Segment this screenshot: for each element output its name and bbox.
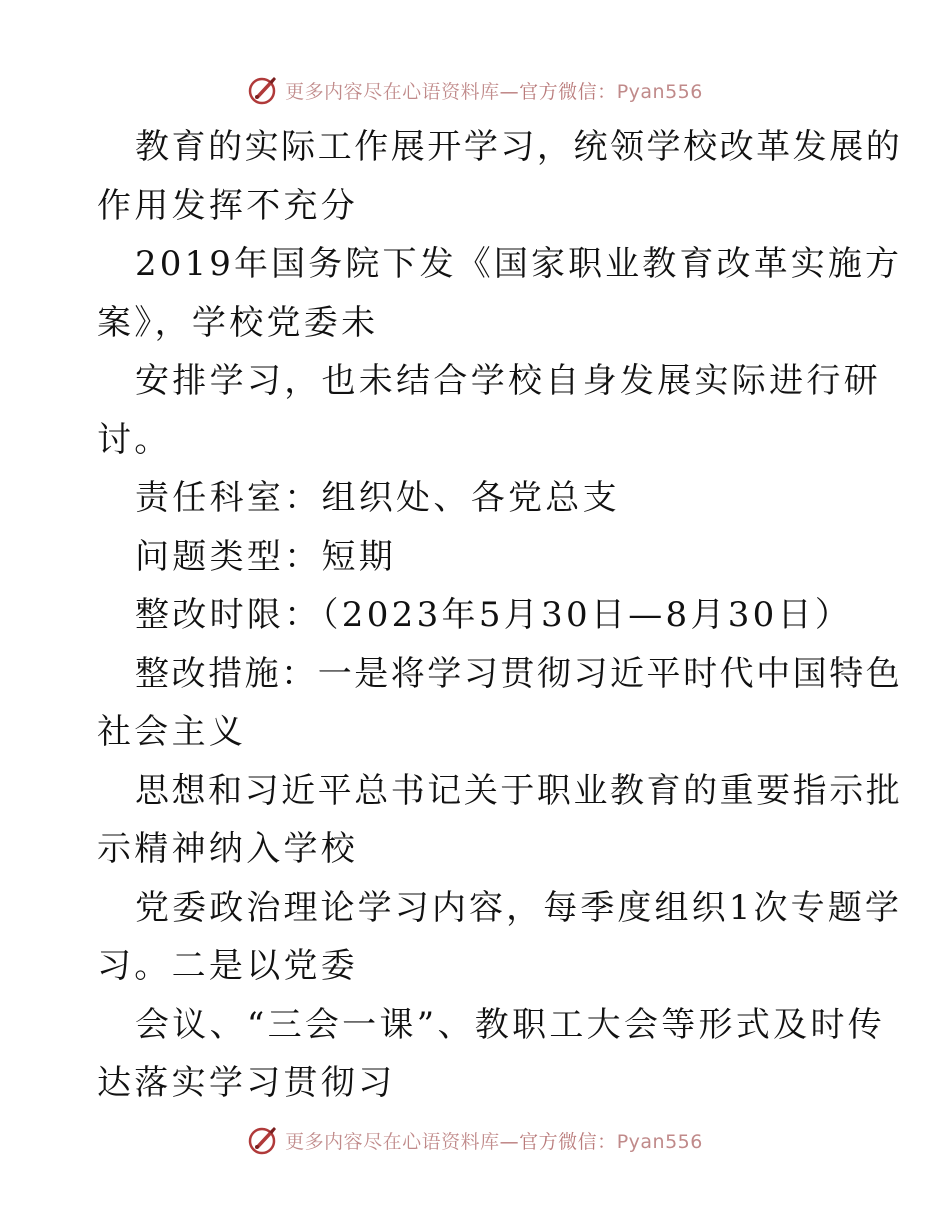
- text-line: 党委政治理论学习内容，每季度组织1次专题学: [135, 887, 902, 928]
- watermark-official: 官方微信：: [519, 1130, 617, 1153]
- document-body: [97, 118, 903, 1113]
- text-line: 习。二是以党委: [97, 946, 359, 986]
- watermark-text: [285, 1127, 703, 1154]
- watermark-separator: —: [499, 80, 520, 103]
- brush-logo-icon: [247, 74, 279, 106]
- text-line: 作用发挥不充分: [97, 185, 359, 226]
- text-line: 达落实学习贯彻习: [97, 1063, 396, 1103]
- text-line: 整改时限：（2023年5月30日—8月30日）: [135, 595, 853, 635]
- footer-watermark: [0, 1120, 950, 1160]
- watermark-main: 更多内容尽在心语资料库: [285, 1130, 500, 1153]
- watermark-text: [285, 77, 703, 104]
- text-line: 示精神纳入学校: [97, 829, 359, 869]
- text-line: 讨。: [97, 419, 172, 460]
- text-line: 教育的实际工作展开学习，统领学校改革发展的: [135, 127, 903, 167]
- text-line: 2019年国务院下发《国家职业教育改革实施方: [135, 244, 903, 284]
- header-watermark: [0, 70, 950, 110]
- text-line: 整改措施：一是将学习贯彻习近平时代中国特色: [135, 653, 903, 694]
- text-line: 案》，学校党委未: [97, 302, 379, 343]
- watermark-id: Pyan556: [616, 80, 703, 103]
- text-line: 安排学习，也未结合学校自身发展实际进行研: [135, 361, 881, 401]
- watermark-official: 官方微信：: [519, 80, 617, 103]
- text-line: 问题类型：短期: [135, 536, 397, 577]
- text-line: 会议、“三会一课”、教职工大会等形式及时传: [135, 1004, 886, 1045]
- brush-logo-icon: [247, 1124, 279, 1156]
- text-line: 社会主义: [97, 712, 247, 752]
- watermark-id: Pyan556: [616, 1130, 703, 1153]
- text-line: 责任科室：组织处、各党总支: [135, 478, 620, 518]
- watermark-main: 更多内容尽在心语资料库: [285, 80, 500, 103]
- watermark-separator: —: [499, 1130, 520, 1153]
- text-line: 思想和习近平总书记关于职业教育的重要指示批: [135, 770, 903, 811]
